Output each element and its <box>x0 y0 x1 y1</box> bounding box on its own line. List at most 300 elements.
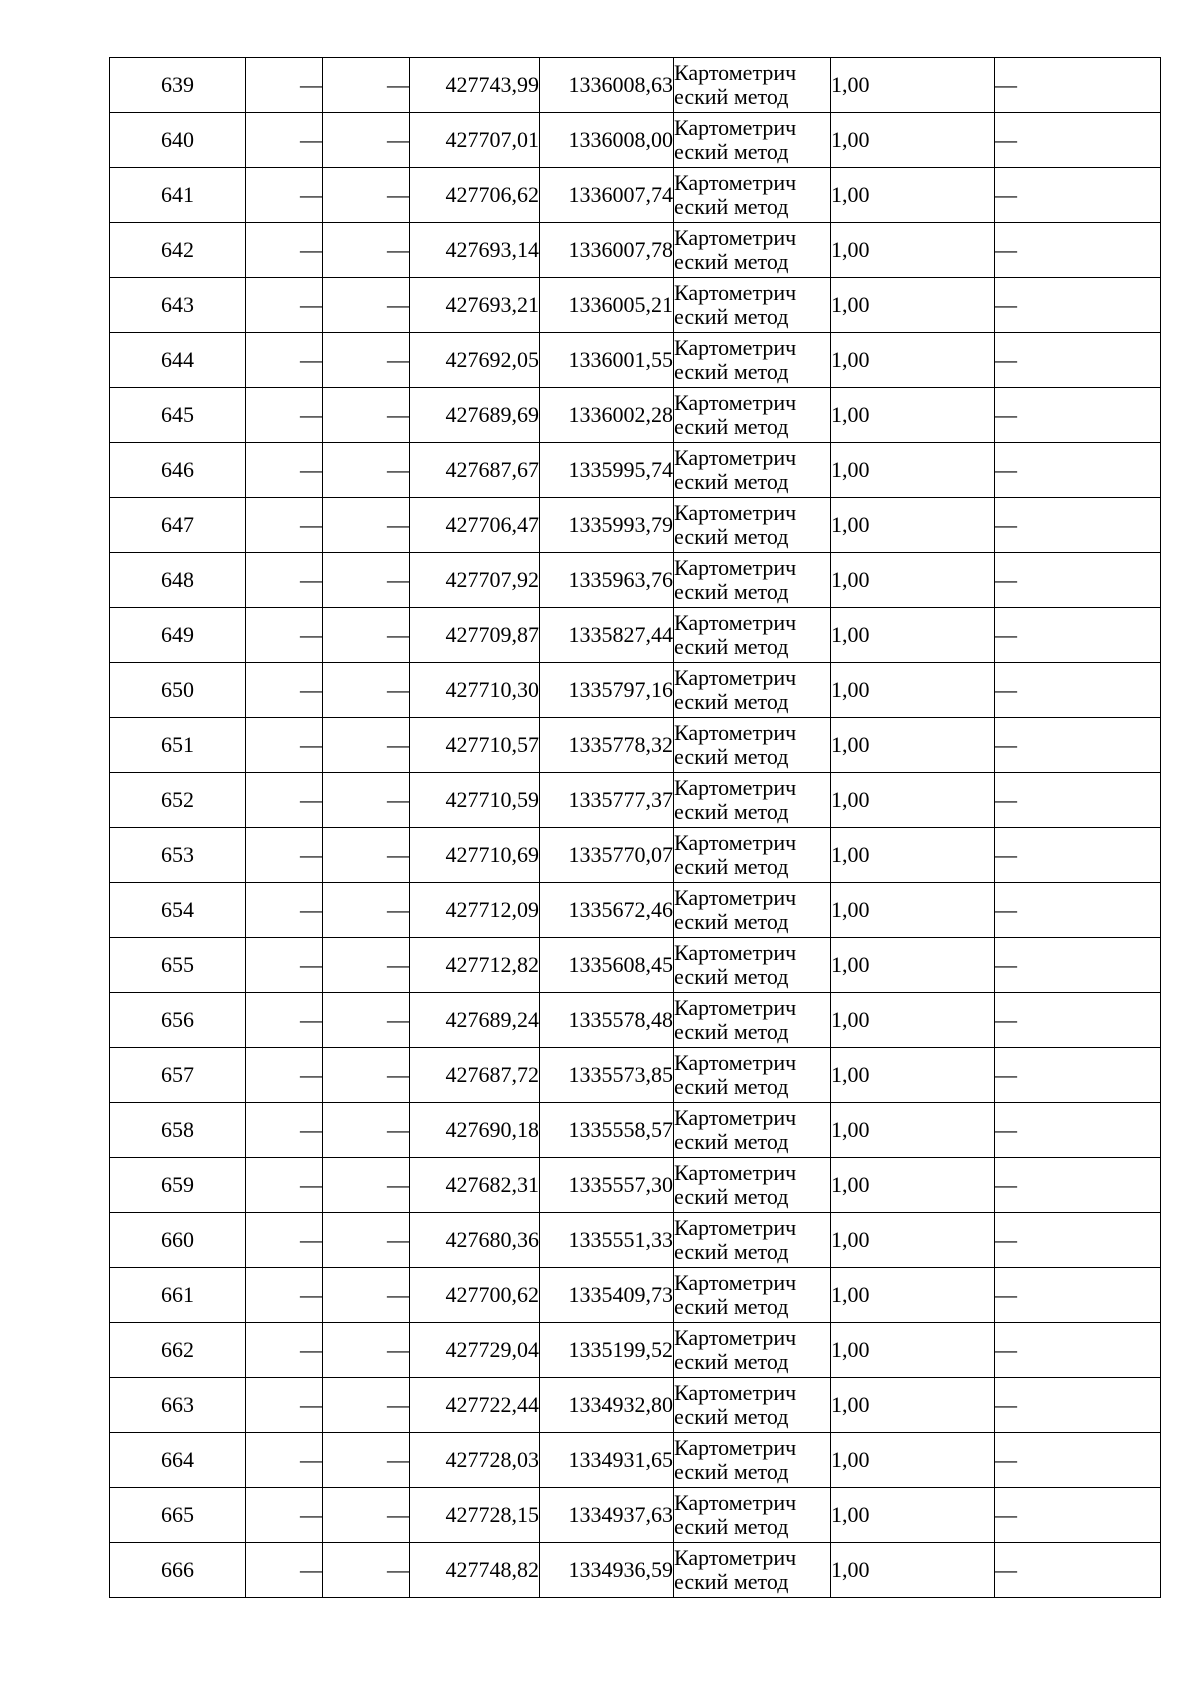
cell-description: — <box>995 993 1161 1048</box>
table-row <box>110 333 1161 388</box>
method-line-2: еский метод <box>674 469 789 494</box>
coord-x: 427706,62 <box>410 168 540 223</box>
accuracy-value: 1,00 <box>831 1543 995 1598</box>
method-line-2: еский метод <box>674 1129 789 1154</box>
method-cell <box>674 1048 831 1103</box>
coord-x: 427748,82 <box>410 1543 540 1598</box>
cell-col2: — <box>246 1158 323 1213</box>
method-line-2: еский метод <box>674 579 789 604</box>
cell-col3: — <box>323 168 410 223</box>
method-cell <box>674 1433 831 1488</box>
accuracy-value: 1,00 <box>831 1323 995 1378</box>
method-line-1: Картометрич <box>674 940 797 966</box>
cell-col3: — <box>323 1103 410 1158</box>
coord-x: 427693,14 <box>410 223 540 278</box>
coord-y: 1334931,65 <box>540 1433 674 1488</box>
point-number: 640 <box>110 113 246 168</box>
cell-col2: — <box>246 58 323 113</box>
cell-col3: — <box>323 113 410 168</box>
point-number: 666 <box>110 1543 246 1598</box>
point-number: 653 <box>110 828 246 883</box>
coord-y: 1335558,57 <box>540 1103 674 1158</box>
coord-x: 427710,57 <box>410 718 540 773</box>
cell-description: — <box>995 333 1161 388</box>
coord-y: 1335827,44 <box>540 608 674 663</box>
method-line-1: Картометрич <box>674 720 797 746</box>
method-cell <box>674 388 831 443</box>
method-line-1: Картометрич <box>674 1435 797 1461</box>
accuracy-value: 1,00 <box>831 1378 995 1433</box>
coord-x: 427706,47 <box>410 498 540 553</box>
method-cell <box>674 553 831 608</box>
cell-description: — <box>995 1158 1161 1213</box>
accuracy-value: 1,00 <box>831 1048 995 1103</box>
method-line-2: еский метод <box>674 909 789 934</box>
cell-col3: — <box>323 553 410 608</box>
table-row <box>110 553 1161 608</box>
coord-y: 1336008,00 <box>540 113 674 168</box>
table-row <box>110 1378 1161 1433</box>
method-cell <box>674 1213 831 1268</box>
cell-description: — <box>995 1268 1161 1323</box>
method-cell <box>674 993 831 1048</box>
cell-col3: — <box>323 883 410 938</box>
method-line-2: еский метод <box>674 1294 789 1319</box>
point-number: 656 <box>110 993 246 1048</box>
cell-col2: — <box>246 388 323 443</box>
coord-y: 1336007,74 <box>540 168 674 223</box>
coord-x: 427689,24 <box>410 993 540 1048</box>
point-number: 650 <box>110 663 246 718</box>
coord-x: 427707,01 <box>410 113 540 168</box>
method-line-1: Картометрич <box>674 555 797 581</box>
coord-y: 1335551,33 <box>540 1213 674 1268</box>
point-number: 646 <box>110 443 246 498</box>
coord-x: 427687,67 <box>410 443 540 498</box>
method-cell <box>674 773 831 828</box>
method-cell <box>674 498 831 553</box>
accuracy-value: 1,00 <box>831 828 995 883</box>
method-line-1: Картометрич <box>674 335 797 361</box>
point-number: 657 <box>110 1048 246 1103</box>
coord-x: 427709,87 <box>410 608 540 663</box>
coord-y: 1335777,37 <box>540 773 674 828</box>
cell-col3: — <box>323 1378 410 1433</box>
coord-y: 1336002,28 <box>540 388 674 443</box>
table-row <box>110 773 1161 828</box>
point-number: 662 <box>110 1323 246 1378</box>
method-line-1: Картометрич <box>674 225 797 251</box>
point-number: 647 <box>110 498 246 553</box>
table-row <box>110 113 1161 168</box>
cell-col2: — <box>246 718 323 773</box>
table-row <box>110 223 1161 278</box>
coord-y: 1336001,55 <box>540 333 674 388</box>
method-line-1: Картометрич <box>674 1380 797 1406</box>
method-cell <box>674 1543 831 1598</box>
method-cell <box>674 1158 831 1213</box>
coord-x: 427707,92 <box>410 553 540 608</box>
method-cell <box>674 1268 831 1323</box>
method-line-2: еский метод <box>674 139 789 164</box>
method-line-2: еский метод <box>674 1404 789 1429</box>
accuracy-value: 1,00 <box>831 553 995 608</box>
coord-x: 427680,36 <box>410 1213 540 1268</box>
cell-col2: — <box>246 828 323 883</box>
point-number: 639 <box>110 58 246 113</box>
table-row <box>110 498 1161 553</box>
method-line-1: Картометрич <box>674 995 797 1021</box>
accuracy-value: 1,00 <box>831 938 995 993</box>
method-line-2: еский метод <box>674 689 789 714</box>
cell-col2: — <box>246 113 323 168</box>
coord-y: 1335995,74 <box>540 443 674 498</box>
coord-x: 427728,03 <box>410 1433 540 1488</box>
accuracy-value: 1,00 <box>831 113 995 168</box>
cell-col3: — <box>323 333 410 388</box>
coord-x: 427712,09 <box>410 883 540 938</box>
coord-x: 427729,04 <box>410 1323 540 1378</box>
method-cell <box>674 663 831 718</box>
cell-col3: — <box>323 1543 410 1598</box>
point-number: 665 <box>110 1488 246 1543</box>
cell-col2: — <box>246 1488 323 1543</box>
cell-col3: — <box>323 223 410 278</box>
cell-col2: — <box>246 1268 323 1323</box>
coord-x: 427743,99 <box>410 58 540 113</box>
coord-y: 1334936,59 <box>540 1543 674 1598</box>
point-number: 645 <box>110 388 246 443</box>
coord-y: 1336008,63 <box>540 58 674 113</box>
point-number: 660 <box>110 1213 246 1268</box>
method-line-1: Картометрич <box>674 1270 797 1296</box>
cell-col2: — <box>246 553 323 608</box>
table-row <box>110 58 1161 113</box>
cell-col3: — <box>323 278 410 333</box>
accuracy-value: 1,00 <box>831 58 995 113</box>
method-line-1: Картометрич <box>674 445 797 471</box>
cell-col3: — <box>323 993 410 1048</box>
method-line-2: еский метод <box>674 1514 789 1539</box>
cell-col3: — <box>323 1048 410 1103</box>
method-line-2: еский метод <box>674 359 789 384</box>
method-cell <box>674 223 831 278</box>
cell-col2: — <box>246 608 323 663</box>
cell-col3: — <box>323 663 410 718</box>
coord-x: 427712,82 <box>410 938 540 993</box>
cell-col3: — <box>323 828 410 883</box>
point-number: 659 <box>110 1158 246 1213</box>
method-line-1: Картометрич <box>674 390 797 416</box>
method-line-2: еский метод <box>674 1349 789 1374</box>
cell-col3: — <box>323 608 410 663</box>
table-row <box>110 443 1161 498</box>
point-number: 649 <box>110 608 246 663</box>
cell-col2: — <box>246 278 323 333</box>
point-number: 663 <box>110 1378 246 1433</box>
method-line-1: Картометрич <box>674 775 797 801</box>
method-line-2: еский метод <box>674 799 789 824</box>
table-row <box>110 1158 1161 1213</box>
accuracy-value: 1,00 <box>831 498 995 553</box>
coord-y: 1335578,48 <box>540 993 674 1048</box>
coord-x: 427710,59 <box>410 773 540 828</box>
method-line-2: еский метод <box>674 524 789 549</box>
method-line-1: Картометрич <box>674 1105 797 1131</box>
cell-description: — <box>995 663 1161 718</box>
coord-x: 427700,62 <box>410 1268 540 1323</box>
table-row <box>110 168 1161 223</box>
method-line-2: еский метод <box>674 304 789 329</box>
accuracy-value: 1,00 <box>831 1103 995 1158</box>
cell-description: — <box>995 938 1161 993</box>
accuracy-value: 1,00 <box>831 1488 995 1543</box>
point-number: 641 <box>110 168 246 223</box>
method-line-1: Картометрич <box>674 830 797 856</box>
point-number: 642 <box>110 223 246 278</box>
table-row <box>110 828 1161 883</box>
coordinates-table <box>109 57 1161 1598</box>
cell-col2: — <box>246 663 323 718</box>
table-row <box>110 1433 1161 1488</box>
point-number: 664 <box>110 1433 246 1488</box>
cell-description: — <box>995 498 1161 553</box>
cell-col2: — <box>246 883 323 938</box>
table-row <box>110 1488 1161 1543</box>
cell-col2: — <box>246 168 323 223</box>
cell-col3: — <box>323 1488 410 1543</box>
coord-x: 427693,21 <box>410 278 540 333</box>
cell-col2: — <box>246 498 323 553</box>
cell-col2: — <box>246 1323 323 1378</box>
cell-description: — <box>995 1213 1161 1268</box>
method-line-1: Картометрич <box>674 610 797 636</box>
method-line-1: Картометрич <box>674 115 797 141</box>
point-number: 652 <box>110 773 246 828</box>
table-row <box>110 278 1161 333</box>
method-line-1: Картометрич <box>674 1325 797 1351</box>
coord-y: 1335672,46 <box>540 883 674 938</box>
cell-description: — <box>995 443 1161 498</box>
coord-x: 427692,05 <box>410 333 540 388</box>
cell-col3: — <box>323 773 410 828</box>
method-cell <box>674 58 831 113</box>
cell-description: — <box>995 883 1161 938</box>
coord-y: 1336005,21 <box>540 278 674 333</box>
method-line-2: еский метод <box>674 1239 789 1264</box>
table-row <box>110 1103 1161 1158</box>
coord-y: 1334937,63 <box>540 1488 674 1543</box>
cell-description: — <box>995 168 1161 223</box>
cell-col3: — <box>323 1158 410 1213</box>
method-line-2: еский метод <box>674 854 789 879</box>
cell-col2: — <box>246 773 323 828</box>
table-row <box>110 388 1161 443</box>
table-row <box>110 608 1161 663</box>
coord-x: 427682,31 <box>410 1158 540 1213</box>
accuracy-value: 1,00 <box>831 443 995 498</box>
table-row <box>110 1323 1161 1378</box>
method-cell <box>674 718 831 773</box>
cell-col3: — <box>323 1268 410 1323</box>
cell-description: — <box>995 1433 1161 1488</box>
coord-y: 1335963,76 <box>540 553 674 608</box>
method-line-2: еский метод <box>674 744 789 769</box>
table-body <box>110 58 1161 1598</box>
table-row <box>110 1543 1161 1598</box>
table-row <box>110 993 1161 1048</box>
accuracy-value: 1,00 <box>831 773 995 828</box>
cell-col2: — <box>246 1433 323 1488</box>
accuracy-value: 1,00 <box>831 388 995 443</box>
coord-x: 427689,69 <box>410 388 540 443</box>
cell-description: — <box>995 1048 1161 1103</box>
point-number: 661 <box>110 1268 246 1323</box>
method-line-2: еский метод <box>674 1569 789 1594</box>
method-line-1: Картометрич <box>674 500 797 526</box>
point-number: 648 <box>110 553 246 608</box>
method-line-1: Картометрич <box>674 1545 797 1571</box>
accuracy-value: 1,00 <box>831 1268 995 1323</box>
method-line-2: еский метод <box>674 1019 789 1044</box>
table-row <box>110 883 1161 938</box>
method-cell <box>674 1488 831 1543</box>
method-line-2: еский метод <box>674 1074 789 1099</box>
accuracy-value: 1,00 <box>831 883 995 938</box>
accuracy-value: 1,00 <box>831 278 995 333</box>
cell-description: — <box>995 223 1161 278</box>
cell-col3: — <box>323 1213 410 1268</box>
coord-y: 1335778,32 <box>540 718 674 773</box>
coord-y: 1335409,73 <box>540 1268 674 1323</box>
method-cell <box>674 113 831 168</box>
accuracy-value: 1,00 <box>831 1158 995 1213</box>
point-number: 643 <box>110 278 246 333</box>
coord-y: 1334932,80 <box>540 1378 674 1433</box>
method-cell <box>674 1378 831 1433</box>
cell-col3: — <box>323 498 410 553</box>
cell-description: — <box>995 828 1161 883</box>
cell-col3: — <box>323 58 410 113</box>
cell-description: — <box>995 1378 1161 1433</box>
table-row <box>110 718 1161 773</box>
method-line-1: Картометрич <box>674 1490 797 1516</box>
cell-col3: — <box>323 718 410 773</box>
cell-description: — <box>995 773 1161 828</box>
cell-col2: — <box>246 443 323 498</box>
method-line-2: еский метод <box>674 414 789 439</box>
point-number: 655 <box>110 938 246 993</box>
method-cell <box>674 828 831 883</box>
coord-y: 1335770,07 <box>540 828 674 883</box>
accuracy-value: 1,00 <box>831 1433 995 1488</box>
coord-y: 1335573,85 <box>540 1048 674 1103</box>
accuracy-value: 1,00 <box>831 608 995 663</box>
cell-description: — <box>995 553 1161 608</box>
method-cell <box>674 168 831 223</box>
method-line-2: еский метод <box>674 249 789 274</box>
cell-description: — <box>995 1103 1161 1158</box>
cell-description: — <box>995 278 1161 333</box>
coord-y: 1335797,16 <box>540 663 674 718</box>
method-line-1: Картометрич <box>674 665 797 691</box>
method-line-1: Картометрич <box>674 170 797 196</box>
coord-x: 427728,15 <box>410 1488 540 1543</box>
coord-y: 1336007,78 <box>540 223 674 278</box>
cell-col2: — <box>246 938 323 993</box>
coord-y: 1335199,52 <box>540 1323 674 1378</box>
cell-col3: — <box>323 1323 410 1378</box>
method-cell <box>674 608 831 663</box>
point-number: 644 <box>110 333 246 388</box>
method-line-2: еский метод <box>674 1459 789 1484</box>
cell-col2: — <box>246 333 323 388</box>
accuracy-value: 1,00 <box>831 663 995 718</box>
accuracy-value: 1,00 <box>831 993 995 1048</box>
cell-col2: — <box>246 223 323 278</box>
coord-x: 427710,30 <box>410 663 540 718</box>
method-line-1: Картометрич <box>674 280 797 306</box>
method-cell <box>674 443 831 498</box>
method-line-2: еский метод <box>674 964 789 989</box>
accuracy-value: 1,00 <box>831 718 995 773</box>
method-cell <box>674 333 831 388</box>
cell-description: — <box>995 388 1161 443</box>
table-row <box>110 1213 1161 1268</box>
method-line-2: еский метод <box>674 194 789 219</box>
cell-col3: — <box>323 938 410 993</box>
coord-x: 427687,72 <box>410 1048 540 1103</box>
accuracy-value: 1,00 <box>831 168 995 223</box>
cell-description: — <box>995 1323 1161 1378</box>
cell-col2: — <box>246 1213 323 1268</box>
method-cell <box>674 1323 831 1378</box>
cell-description: — <box>995 58 1161 113</box>
table-row <box>110 1268 1161 1323</box>
coord-y: 1335608,45 <box>540 938 674 993</box>
accuracy-value: 1,00 <box>831 223 995 278</box>
cell-col2: — <box>246 1048 323 1103</box>
cell-description: — <box>995 113 1161 168</box>
method-line-2: еский метод <box>674 1184 789 1209</box>
coord-x: 427710,69 <box>410 828 540 883</box>
coord-y: 1335557,30 <box>540 1158 674 1213</box>
method-line-1: Картометрич <box>674 60 797 86</box>
cell-description: — <box>995 718 1161 773</box>
cell-col2: — <box>246 993 323 1048</box>
method-line-1: Картометрич <box>674 885 797 911</box>
method-line-2: еский метод <box>674 634 789 659</box>
method-line-1: Картометрич <box>674 1160 797 1186</box>
cell-col3: — <box>323 388 410 443</box>
table-row <box>110 663 1161 718</box>
cell-col2: — <box>246 1103 323 1158</box>
cell-col3: — <box>323 443 410 498</box>
table-row <box>110 1048 1161 1103</box>
table-row <box>110 938 1161 993</box>
point-number: 651 <box>110 718 246 773</box>
method-line-1: Картометрич <box>674 1215 797 1241</box>
method-cell <box>674 278 831 333</box>
coord-x: 427722,44 <box>410 1378 540 1433</box>
cell-description: — <box>995 1543 1161 1598</box>
point-number: 658 <box>110 1103 246 1158</box>
method-cell <box>674 938 831 993</box>
accuracy-value: 1,00 <box>831 333 995 388</box>
method-cell <box>674 883 831 938</box>
cell-description: — <box>995 608 1161 663</box>
cell-col2: — <box>246 1543 323 1598</box>
